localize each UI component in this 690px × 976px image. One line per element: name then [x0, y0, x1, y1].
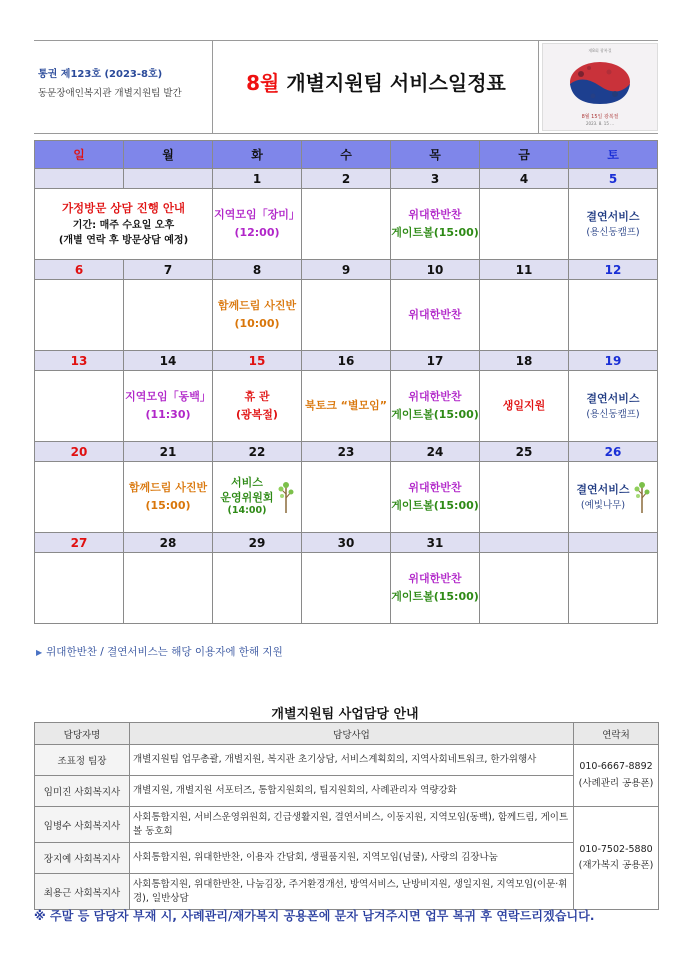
event-cell	[302, 371, 391, 442]
event-cell	[35, 371, 124, 442]
header-divider	[538, 41, 539, 133]
weekday-fri: 금	[480, 141, 569, 169]
footer-notice: ※ 주말 등 담당자 부재 시, 사례관리/재가복지 공용폰에 문자 남겨주시면 업무 복귀 후 연락드리겠습니다.	[34, 909, 595, 923]
event-side-dish: 위대한반찬	[408, 208, 462, 222]
staff-directory-table	[34, 722, 659, 910]
event-time: (10:00)	[234, 317, 280, 330]
staff-name: 임미진 사회복지사	[35, 776, 130, 807]
event-sponsorship: 결연서비스	[576, 482, 630, 496]
table-row	[35, 807, 659, 843]
date-cell	[124, 169, 213, 189]
date-cell: 1	[213, 169, 302, 189]
date-cell: 5	[569, 169, 658, 189]
date-cell: 20	[35, 442, 124, 462]
liberation-day-poster-image	[542, 43, 658, 131]
triangle-right-icon: ▶	[36, 648, 43, 657]
event-cell	[35, 553, 124, 624]
staff-duty: 개별지원팀 업무총괄, 개별지원, 복지관 초기상담, 서비스계획회의, 지역사회네트워크, 한가위행사	[130, 745, 574, 776]
event-time: (12:00)	[234, 226, 280, 239]
event-cell	[302, 189, 391, 260]
date-cell: 28	[124, 533, 213, 553]
event-cell	[391, 462, 480, 533]
table-row	[35, 745, 659, 776]
home-visit-note: (개별 연락 후 방문상담 예정)	[58, 235, 189, 247]
weekday-wed: 수	[302, 141, 391, 169]
staff-duty: 사회통합지원, 위대한반찬, 이용자 간담회, 생필품지원, 지역모임(넘쿨), 사랑의 김장나눔	[130, 843, 574, 874]
event-row	[35, 553, 658, 624]
title-month: 8월	[246, 71, 280, 95]
date-cell: 25	[480, 442, 569, 462]
event-cell	[480, 371, 569, 442]
header-divider	[212, 41, 213, 133]
event-cell	[302, 553, 391, 624]
date-cell	[569, 533, 658, 553]
event-side-dish: 위대한반찬	[408, 572, 462, 586]
event-dongbaek: 지역모임「동백」	[125, 390, 211, 404]
date-cell: 7	[124, 260, 213, 280]
contact-home-care	[574, 807, 659, 910]
event-row	[35, 189, 658, 260]
date-cell: 19	[569, 351, 658, 371]
date-cell: 18	[480, 351, 569, 371]
contact-phone: 010-6667-8892	[579, 761, 653, 773]
event-cell	[480, 189, 569, 260]
date-cell: 22	[213, 442, 302, 462]
date-cell: 30	[302, 533, 391, 553]
date-cell: 24	[391, 442, 480, 462]
event-gateball: 게이트볼(15:00)	[391, 408, 479, 421]
event-committee-line2: 운영위원회	[220, 490, 274, 504]
event-cell	[569, 280, 658, 351]
weekday-sat: 토	[569, 141, 658, 169]
publisher: 동문장애인복지관 개별지원팀 발간	[38, 88, 182, 99]
staff-header-row	[35, 723, 659, 745]
home-visit-notice	[35, 189, 213, 260]
event-committee-wrap	[213, 476, 301, 519]
page-title	[216, 67, 536, 96]
weekday-tue: 화	[213, 141, 302, 169]
staff-duty: 사회통합지원, 위대한반찬, 나눔김장, 주거환경개선, 방역서비스, 난방비지원, 생일지원, 지역모임(이문·휘경), 일반상담	[130, 874, 574, 910]
date-cell: 9	[302, 260, 391, 280]
title-text: 개별지원팀 서비스일정표	[279, 71, 506, 95]
tree-icon	[634, 480, 650, 514]
event-cell	[480, 553, 569, 624]
poster-caption-sub: 2023. 8. 15 ...	[586, 121, 614, 126]
event-photo-club: 함께드림 사진반	[128, 481, 208, 495]
event-cell	[480, 280, 569, 351]
event-cell	[569, 462, 658, 533]
date-cell: 27	[35, 533, 124, 553]
service-note-text: 위대한반찬 / 결연서비스는 해당 이용자에 한해 지원	[46, 646, 283, 658]
date-cell: 31	[391, 533, 480, 553]
staff-table-title: 개별지원팀 사업담당 안내	[271, 707, 419, 722]
date-cell: 21	[124, 442, 213, 462]
event-sponsorship: 결연서비스	[586, 209, 640, 223]
event-cell	[213, 553, 302, 624]
event-birthday: 생일지원	[502, 399, 546, 413]
event-time: (11:30)	[145, 408, 191, 421]
monthly-schedule-calendar	[34, 140, 658, 624]
event-row	[35, 280, 658, 351]
event-cell	[213, 462, 302, 533]
service-note	[36, 644, 283, 659]
date-cell: 23	[302, 442, 391, 462]
staff-name: 장지예 사회복지사	[35, 843, 130, 874]
event-cell	[569, 371, 658, 442]
column-header: 연락처	[574, 723, 659, 745]
date-cell: 13	[35, 351, 124, 371]
date-cell: 10	[391, 260, 480, 280]
date-cell: 29	[213, 533, 302, 553]
weekday-sun: 일	[35, 141, 124, 169]
date-cell: 4	[480, 169, 569, 189]
date-row	[35, 442, 658, 462]
event-gateball: 게이트볼(15:00)	[391, 590, 479, 603]
event-side-dish: 위대한반찬	[408, 308, 462, 322]
date-cell: 17	[391, 351, 480, 371]
home-visit-title: 가정방문 상담 진행 안내	[61, 201, 186, 216]
event-sponsorship: 결연서비스	[586, 391, 640, 405]
event-cell	[569, 553, 658, 624]
event-cell	[213, 189, 302, 260]
weekday-thu: 목	[391, 141, 480, 169]
event-cell	[124, 280, 213, 351]
date-cell: 6	[35, 260, 124, 280]
event-side-dish: 위대한반찬	[408, 481, 462, 495]
event-cell	[480, 462, 569, 533]
issue-number: 통권 제123호 (2023-8호)	[38, 69, 163, 80]
staff-name: 최용근 사회복지사	[35, 874, 130, 910]
table-row	[35, 776, 659, 807]
event-cell	[391, 280, 480, 351]
event-time: (14:00)	[227, 505, 267, 517]
event-gateball: 게이트볼(15:00)	[391, 226, 479, 239]
weekday-header-row	[35, 141, 658, 169]
event-cell	[124, 462, 213, 533]
event-cell	[213, 371, 302, 442]
date-cell: 11	[480, 260, 569, 280]
date-cell	[35, 169, 124, 189]
event-cell	[35, 462, 124, 533]
event-cell	[213, 280, 302, 351]
home-visit-period: 기간: 매주 수요일 오후	[72, 219, 175, 231]
contact-desc: (재가복지 공용폰)	[578, 860, 654, 871]
date-cell: 12	[569, 260, 658, 280]
event-cell	[124, 553, 213, 624]
date-cell: 15	[213, 351, 302, 371]
contact-desc: (사례관리 공용폰)	[578, 777, 654, 789]
event-cell	[302, 280, 391, 351]
event-row	[35, 371, 658, 442]
date-cell: 2	[302, 169, 391, 189]
event-holiday-name: (광복절)	[236, 408, 278, 421]
date-row	[35, 169, 658, 189]
date-cell: 26	[569, 442, 658, 462]
event-sponsorship-wrap	[569, 480, 657, 514]
staff-duty: 개별지원, 개별지원 서포터즈, 통합지원회의, 팀지원회의, 사례관리자 역량강화	[130, 776, 574, 807]
event-gateball: 게이트볼(15:00)	[391, 499, 479, 512]
event-closed: 휴 관	[244, 390, 270, 404]
date-row	[35, 351, 658, 371]
event-cell	[124, 371, 213, 442]
tree-icon	[278, 480, 294, 514]
event-cell	[302, 462, 391, 533]
newsletter-header	[34, 40, 658, 134]
event-location: (용신동캠프)	[586, 409, 640, 421]
poster-caption-top: 제8회 광복절	[588, 48, 612, 53]
event-cell	[391, 189, 480, 260]
event-side-dish: 위대한반찬	[408, 390, 462, 404]
event-photo-club: 함께드림 사진반	[217, 299, 297, 313]
event-cell	[35, 280, 124, 351]
staff-name: 조표정 팀장	[35, 745, 130, 776]
contact-phone: 010-7502-5880	[579, 843, 653, 855]
column-header: 담당자명	[35, 723, 130, 745]
event-book-talk: 북토크 “별모임”	[304, 399, 388, 413]
date-row	[35, 533, 658, 553]
date-cell: 14	[124, 351, 213, 371]
contact-case-management	[574, 745, 659, 807]
event-location: (용신동캠프)	[586, 227, 640, 239]
weekday-mon: 월	[124, 141, 213, 169]
event-cell	[391, 553, 480, 624]
poster-caption: 8월 15일 광복절	[581, 114, 619, 120]
event-cell	[391, 371, 480, 442]
date-cell: 16	[302, 351, 391, 371]
table-row	[35, 843, 659, 874]
event-jangmi: 지역모임「장미」	[214, 208, 300, 222]
column-header: 담당사업	[130, 723, 574, 745]
event-location: (예빛나무)	[580, 500, 626, 512]
staff-duty: 사회통합지원, 서비스운영위원회, 긴급생활지원, 결연서비스, 이동지원, 지역모임(동백), 함께드림, 게이트볼 동호회	[130, 807, 574, 843]
date-row	[35, 260, 658, 280]
event-committee-line1: 서비스	[231, 475, 263, 489]
event-cell	[569, 189, 658, 260]
date-cell: 3	[391, 169, 480, 189]
staff-name: 임병수 사회복지사	[35, 807, 130, 843]
date-cell: 8	[213, 260, 302, 280]
event-time: (15:00)	[145, 499, 191, 512]
date-cell	[480, 533, 569, 553]
table-row	[35, 874, 659, 910]
event-row	[35, 462, 658, 533]
